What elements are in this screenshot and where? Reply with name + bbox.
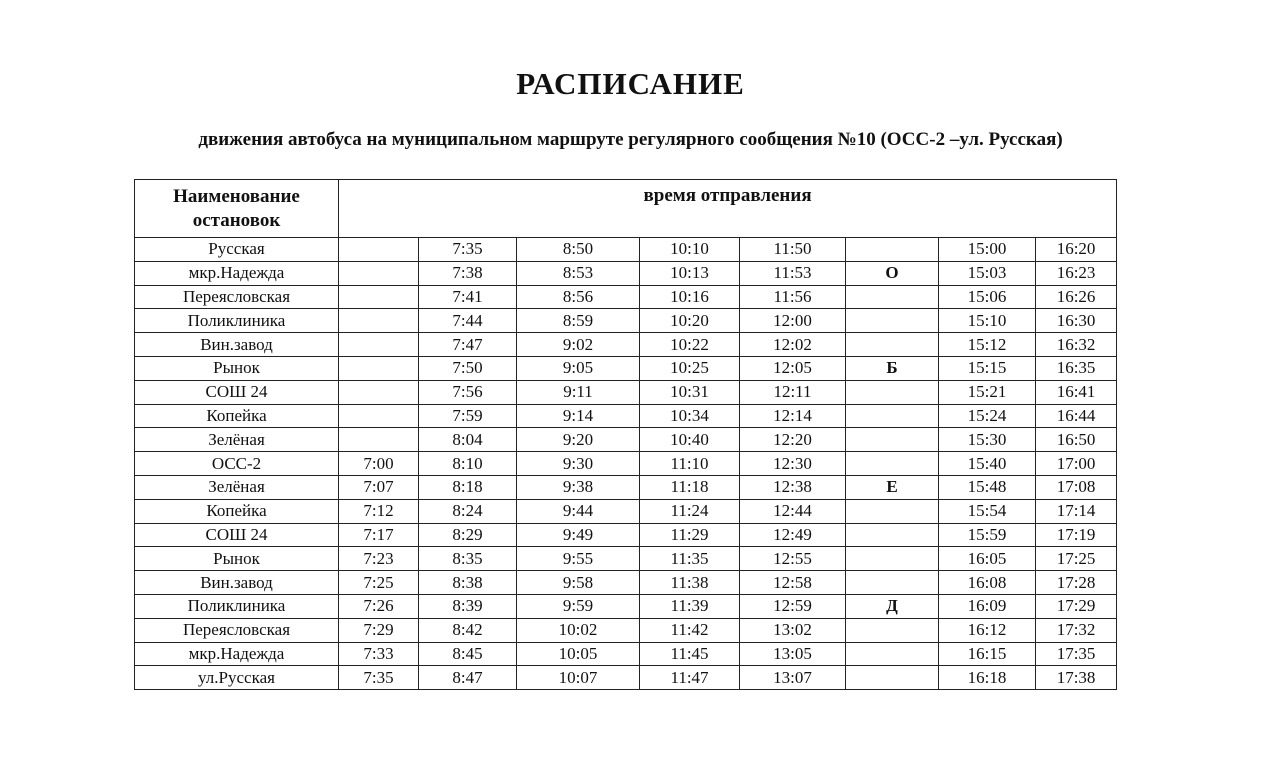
departure-time-cell xyxy=(339,380,419,404)
table-row xyxy=(135,547,1117,571)
departure-time-cell: 15:10 xyxy=(939,309,1036,333)
schedule-table xyxy=(134,179,1117,690)
departure-time-cell: 17:25 xyxy=(1036,547,1117,571)
departure-time-cell: 8:39 xyxy=(419,594,517,618)
departure-time-cell: 11:50 xyxy=(740,238,846,262)
departure-time-cell: 12:55 xyxy=(740,547,846,571)
departure-time-cell: 7:50 xyxy=(419,356,517,380)
departure-time-cell: 10:05 xyxy=(517,642,640,666)
table-row xyxy=(135,642,1117,666)
departure-time-cell: 9:02 xyxy=(517,333,640,357)
departure-time-cell: 12:00 xyxy=(740,309,846,333)
departure-time-cell: 8:10 xyxy=(419,452,517,476)
departure-time-cell: 17:35 xyxy=(1036,642,1117,666)
departure-time-cell: 16:23 xyxy=(1036,261,1117,285)
break-letter-cell xyxy=(846,404,939,428)
departure-time-cell: 17:14 xyxy=(1036,499,1117,523)
departure-time-cell: 7:00 xyxy=(339,452,419,476)
departure-time-cell: 11:56 xyxy=(740,285,846,309)
departure-time-cell: 8:42 xyxy=(419,618,517,642)
departure-time-cell: 7:35 xyxy=(419,238,517,262)
departure-time-cell: 16:44 xyxy=(1036,404,1117,428)
departure-time-cell: 7:38 xyxy=(419,261,517,285)
departure-time-cell: 11:38 xyxy=(640,571,740,595)
departure-time-cell: 12:02 xyxy=(740,333,846,357)
departure-time-cell: 17:00 xyxy=(1036,452,1117,476)
stop-name-cell: Переясловская xyxy=(135,618,339,642)
departure-time-cell: 17:29 xyxy=(1036,594,1117,618)
break-letter-cell xyxy=(846,333,939,357)
departure-time-cell xyxy=(339,356,419,380)
break-letter-cell xyxy=(846,499,939,523)
stop-name-cell: Зелёная xyxy=(135,428,339,452)
departure-time-cell: 15:24 xyxy=(939,404,1036,428)
departure-time-cell: 7:56 xyxy=(419,380,517,404)
table-row xyxy=(135,666,1117,690)
table-row xyxy=(135,523,1117,547)
departure-time-cell: 9:55 xyxy=(517,547,640,571)
table-row xyxy=(135,356,1117,380)
departure-time-cell xyxy=(339,333,419,357)
departure-time-cell: 11:10 xyxy=(640,452,740,476)
departure-time-cell: 10:25 xyxy=(640,356,740,380)
break-letter-cell xyxy=(846,452,939,476)
stop-name-cell: Переясловская xyxy=(135,285,339,309)
departure-time-cell: 16:26 xyxy=(1036,285,1117,309)
stop-name-cell: ОСС-2 xyxy=(135,452,339,476)
departure-time-cell: 15:54 xyxy=(939,499,1036,523)
departure-time-cell: 11:39 xyxy=(640,594,740,618)
departure-time-cell: 9:20 xyxy=(517,428,640,452)
departure-time-cell: 7:59 xyxy=(419,404,517,428)
departure-time-cell: 10:07 xyxy=(517,666,640,690)
departure-time-cell: 16:20 xyxy=(1036,238,1117,262)
departure-time-cell: 16:41 xyxy=(1036,380,1117,404)
departure-time-cell: 12:58 xyxy=(740,571,846,595)
departure-time-cell: 15:48 xyxy=(939,475,1036,499)
departure-time-cell: 17:38 xyxy=(1036,666,1117,690)
departure-time-cell: 8:29 xyxy=(419,523,517,547)
stop-name-cell: ул.Русская xyxy=(135,666,339,690)
table-row xyxy=(135,452,1117,476)
departure-time-cell: 15:40 xyxy=(939,452,1036,476)
break-letter-cell xyxy=(846,380,939,404)
table-row xyxy=(135,380,1117,404)
break-letter-cell xyxy=(846,309,939,333)
stop-name-cell: Копейка xyxy=(135,499,339,523)
table-row xyxy=(135,475,1117,499)
departure-time-cell: 9:05 xyxy=(517,356,640,380)
break-letter-cell xyxy=(846,285,939,309)
departure-time-cell: 10:40 xyxy=(640,428,740,452)
table-row xyxy=(135,404,1117,428)
departure-time-cell: 7:44 xyxy=(419,309,517,333)
departure-time-cell: 17:28 xyxy=(1036,571,1117,595)
departure-time-cell: 7:23 xyxy=(339,547,419,571)
departure-time-cell: 8:35 xyxy=(419,547,517,571)
stop-name-cell: СОШ 24 xyxy=(135,523,339,547)
departure-time-cell: 15:15 xyxy=(939,356,1036,380)
departure-time-cell: 10:16 xyxy=(640,285,740,309)
departure-time-cell: 9:58 xyxy=(517,571,640,595)
table-row xyxy=(135,333,1117,357)
departure-time-cell: 16:32 xyxy=(1036,333,1117,357)
departure-time-cell: 7:35 xyxy=(339,666,419,690)
departure-time-cell: 13:02 xyxy=(740,618,846,642)
departure-time-cell: 13:07 xyxy=(740,666,846,690)
break-letter-cell xyxy=(846,238,939,262)
departure-time-cell: 16:08 xyxy=(939,571,1036,595)
departure-time-cell: 16:18 xyxy=(939,666,1036,690)
departure-time-cell: 11:18 xyxy=(640,475,740,499)
departure-time-cell: 11:53 xyxy=(740,261,846,285)
departure-time-cell xyxy=(339,285,419,309)
departure-time-cell: 10:20 xyxy=(640,309,740,333)
departure-time-cell: 7:07 xyxy=(339,475,419,499)
departure-time-cell: 9:44 xyxy=(517,499,640,523)
departure-time-cell: 11:47 xyxy=(640,666,740,690)
departure-time-cell: 15:00 xyxy=(939,238,1036,262)
departure-time-cell: 16:15 xyxy=(939,642,1036,666)
departure-time-cell: 9:14 xyxy=(517,404,640,428)
table-row xyxy=(135,499,1117,523)
header-stop-name: Наименование остановок xyxy=(135,180,339,238)
stop-name-cell: Поликлиника xyxy=(135,594,339,618)
table-header-row xyxy=(135,180,1117,238)
departure-time-cell: 8:45 xyxy=(419,642,517,666)
departure-time-cell: 17:32 xyxy=(1036,618,1117,642)
break-letter-cell xyxy=(846,618,939,642)
departure-time-cell: 7:33 xyxy=(339,642,419,666)
departure-time-cell: 15:21 xyxy=(939,380,1036,404)
break-letter-cell: Е xyxy=(846,475,939,499)
departure-time-cell: 8:04 xyxy=(419,428,517,452)
break-letter-cell: О xyxy=(846,261,939,285)
departure-time-cell: 16:35 xyxy=(1036,356,1117,380)
departure-time-cell: 12:11 xyxy=(740,380,846,404)
page-title: РАСПИСАНИЕ xyxy=(516,66,745,101)
departure-time-cell: 8:18 xyxy=(419,475,517,499)
departure-time-cell: 10:02 xyxy=(517,618,640,642)
schedule-body xyxy=(135,238,1117,690)
departure-time-cell: 7:26 xyxy=(339,594,419,618)
departure-time-cell xyxy=(339,309,419,333)
stop-name-cell: СОШ 24 xyxy=(135,380,339,404)
break-letter-cell xyxy=(846,666,939,690)
table-row xyxy=(135,428,1117,452)
stop-name-cell: Зелёная xyxy=(135,475,339,499)
break-letter-cell xyxy=(846,428,939,452)
break-letter-cell xyxy=(846,571,939,595)
departure-time-cell: 11:24 xyxy=(640,499,740,523)
stop-name-cell: мкр.Надежда xyxy=(135,642,339,666)
departure-time-cell: 7:47 xyxy=(419,333,517,357)
departure-time-cell: 8:24 xyxy=(419,499,517,523)
table-row xyxy=(135,309,1117,333)
departure-time-cell: 12:05 xyxy=(740,356,846,380)
departure-time-cell: 7:29 xyxy=(339,618,419,642)
departure-time-cell: 8:56 xyxy=(517,285,640,309)
departure-time-cell: 16:50 xyxy=(1036,428,1117,452)
departure-time-cell: 12:49 xyxy=(740,523,846,547)
departure-time-cell: 15:30 xyxy=(939,428,1036,452)
departure-time-cell: 12:44 xyxy=(740,499,846,523)
header-departure-time: время отправления xyxy=(339,180,1117,238)
departure-time-cell: 10:10 xyxy=(640,238,740,262)
stop-name-cell: Копейка xyxy=(135,404,339,428)
departure-time-cell: 13:05 xyxy=(740,642,846,666)
table-row xyxy=(135,618,1117,642)
stop-name-cell: Русская xyxy=(135,238,339,262)
departure-time-cell: 8:47 xyxy=(419,666,517,690)
stop-name-cell: мкр.Надежда xyxy=(135,261,339,285)
break-letter-cell xyxy=(846,642,939,666)
departure-time-cell: 10:22 xyxy=(640,333,740,357)
departure-time-cell: 9:59 xyxy=(517,594,640,618)
break-letter-cell xyxy=(846,547,939,571)
departure-time-cell: 8:38 xyxy=(419,571,517,595)
departure-time-cell xyxy=(339,261,419,285)
departure-time-cell: 12:59 xyxy=(740,594,846,618)
stop-name-cell: Поликлиника xyxy=(135,309,339,333)
departure-time-cell: 9:49 xyxy=(517,523,640,547)
departure-time-cell: 11:35 xyxy=(640,547,740,571)
departure-time-cell: 9:38 xyxy=(517,475,640,499)
departure-time-cell: 15:06 xyxy=(939,285,1036,309)
departure-time-cell: 8:59 xyxy=(517,309,640,333)
table-row xyxy=(135,594,1117,618)
departure-time-cell: 8:50 xyxy=(517,238,640,262)
departure-time-cell: 7:25 xyxy=(339,571,419,595)
departure-time-cell: 12:30 xyxy=(740,452,846,476)
departure-time-cell: 16:05 xyxy=(939,547,1036,571)
departure-time-cell: 7:12 xyxy=(339,499,419,523)
departure-time-cell: 15:03 xyxy=(939,261,1036,285)
departure-time-cell: 15:59 xyxy=(939,523,1036,547)
departure-time-cell: 16:30 xyxy=(1036,309,1117,333)
break-letter-cell: Д xyxy=(846,594,939,618)
departure-time-cell: 15:12 xyxy=(939,333,1036,357)
table-row xyxy=(135,238,1117,262)
break-letter-cell xyxy=(846,523,939,547)
departure-time-cell: 11:29 xyxy=(640,523,740,547)
departure-time-cell: 7:17 xyxy=(339,523,419,547)
departure-time-cell xyxy=(339,238,419,262)
departure-time-cell: 10:34 xyxy=(640,404,740,428)
stop-name-cell: Рынок xyxy=(135,356,339,380)
departure-time-cell: 10:13 xyxy=(640,261,740,285)
departure-time-cell: 9:11 xyxy=(517,380,640,404)
departure-time-cell: 12:14 xyxy=(740,404,846,428)
departure-time-cell: 16:09 xyxy=(939,594,1036,618)
departure-time-cell: 17:08 xyxy=(1036,475,1117,499)
departure-time-cell: 17:19 xyxy=(1036,523,1117,547)
departure-time-cell: 11:42 xyxy=(640,618,740,642)
departure-time-cell xyxy=(339,428,419,452)
departure-time-cell: 11:45 xyxy=(640,642,740,666)
table-row xyxy=(135,571,1117,595)
departure-time-cell: 10:31 xyxy=(640,380,740,404)
departure-time-cell: 7:41 xyxy=(419,285,517,309)
table-row xyxy=(135,261,1117,285)
page-subtitle: движения автобуса на муниципальном маршруте регулярного сообщения №10 (ОСС-2 –ул. Русская) xyxy=(198,129,1063,150)
departure-time-cell: 16:12 xyxy=(939,618,1036,642)
stop-name-cell: Рынок xyxy=(135,547,339,571)
departure-time-cell: 12:38 xyxy=(740,475,846,499)
table-row xyxy=(135,285,1117,309)
stop-name-cell: Вин.завод xyxy=(135,333,339,357)
stop-name-cell: Вин.завод xyxy=(135,571,339,595)
departure-time-cell: 8:53 xyxy=(517,261,640,285)
break-letter-cell: Б xyxy=(846,356,939,380)
departure-time-cell: 12:20 xyxy=(740,428,846,452)
departure-time-cell xyxy=(339,404,419,428)
departure-time-cell: 9:30 xyxy=(517,452,640,476)
